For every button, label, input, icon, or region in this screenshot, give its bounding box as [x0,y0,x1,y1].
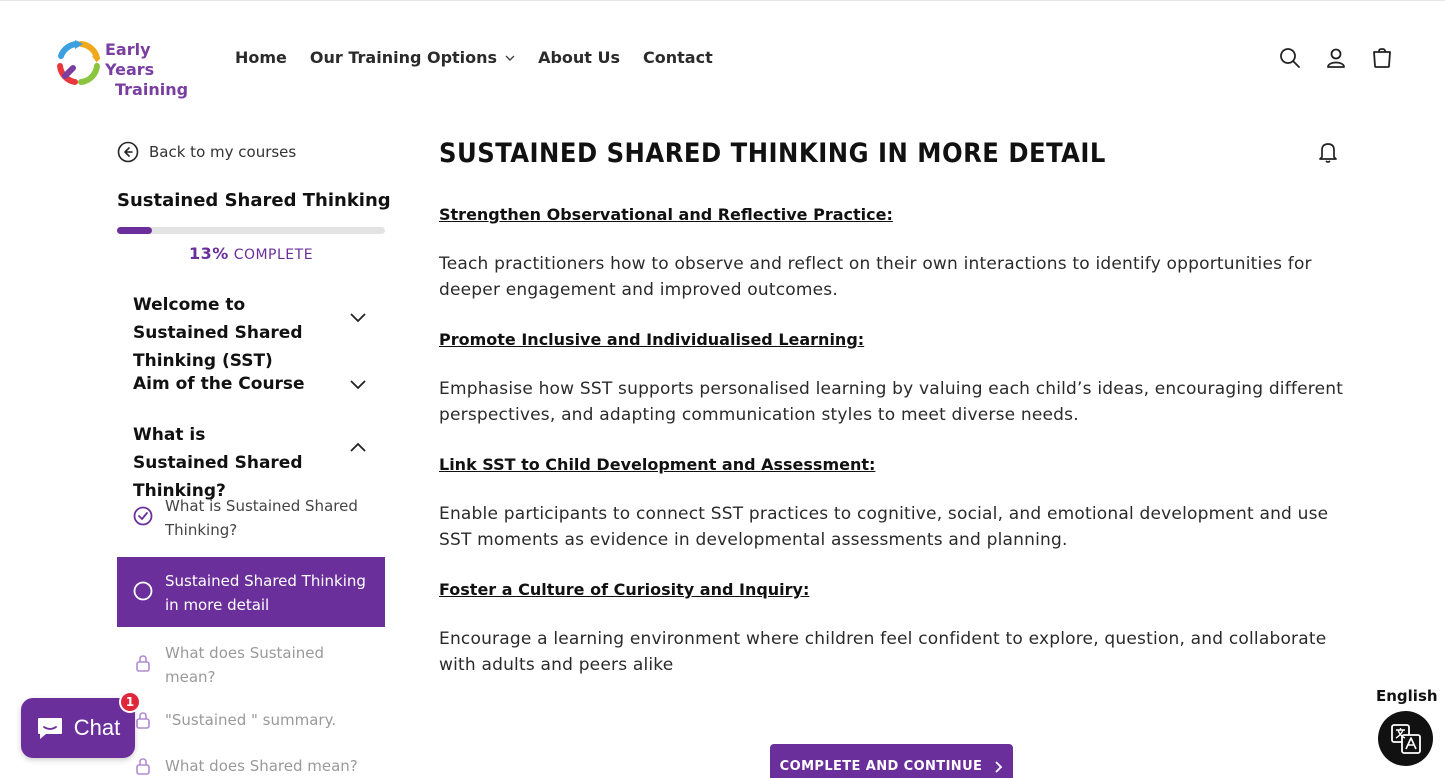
section-welcome[interactable] [117,291,385,371]
content-paragraph: Emphasise how SST supports personalised learning by valuing each child’s ideas, encouraging different perspectives, and adapting communication styles to meet diverse needs. [439,379,1344,425]
lesson-body [439,202,1349,678]
nav-training-options[interactable] [310,48,515,67]
content-heading: Link SST to Child Development and Assessment: [439,455,876,474]
lock-icon [133,756,153,776]
logo-mark-icon [55,38,103,88]
section-welcome-title: Welcome to Sustained Shared Thinking (SST) [133,295,303,371]
chevron-down-icon [349,311,367,323]
translate-icon [1389,722,1423,756]
lesson-shared-meaning-title: What does Shared mean? [165,757,358,775]
main-nav [235,48,713,67]
check-circle-icon [133,506,153,526]
chevron-right-icon [994,761,1003,773]
complete-and-continue-button[interactable] [770,744,1013,778]
nav-about-us[interactable] [538,48,620,67]
section-aim-title: Aim of the Course [133,374,305,394]
search-icon[interactable] [1278,46,1302,70]
complete-and-continue-label: COMPLETE AND CONTINUE [779,759,983,774]
chat-unread-badge: 1 [119,691,141,713]
section-what-is-sst[interactable] [117,421,385,501]
course-progress-text [117,244,385,263]
nav-contact-label: Contact [643,48,713,67]
cart-icon[interactable] [1370,46,1394,70]
nav-home[interactable] [235,48,287,67]
chevron-down-icon [349,378,367,390]
course-sidebar [117,138,391,778]
lesson-sustained-summary[interactable] [117,697,385,743]
chevron-down-icon [505,53,515,63]
nav-home-label: Home [235,48,287,67]
nav-contact[interactable] [643,48,713,67]
lesson-shared-meaning[interactable] [117,743,385,778]
lesson-sustained-summary-title: "Sustained " summary. [165,711,337,729]
course-title: Sustained Shared Thinking [117,190,391,211]
logo-text-line1: Early Years [105,40,155,79]
site-logo[interactable] [55,38,200,99]
content-paragraph: Enable participants to connect SST practices to cognitive, social, and emotional development and use SST moments as evidence in developmental assessments and planning. [439,504,1329,550]
course-progress-fill [117,227,152,234]
lesson-what-is-sst[interactable] [117,486,385,550]
back-to-courses-label: Back to my courses [149,143,297,161]
content-paragraph: Teach practitioners how to observe and reflect on their own interactions to identify opportunities for deeper engagement and improved outcomes. [439,254,1312,300]
bell-icon[interactable] [1317,140,1339,164]
chat-widget-button[interactable] [21,698,135,758]
content-heading: Strengthen Observational and Reflective Practice: [439,205,893,224]
lock-icon [133,710,153,730]
lock-icon [133,653,153,673]
content-paragraph: Encourage a learning environment where children feel confident to explore, question, and collaborate with adults and peers alike [439,629,1327,675]
chat-label: Chat [73,715,121,740]
lesson-sst-in-more-detail[interactable] [117,557,385,627]
account-icon[interactable] [1324,46,1348,70]
progress-percent: 13% [188,244,229,263]
language-label: English [1376,687,1438,705]
chat-bubble-icon [36,715,64,741]
nav-training-options-label: Our Training Options [309,48,498,67]
content-heading: Foster a Culture of Curiosity and Inquiry: [439,580,810,599]
lesson-what-is-sst-title: What is Sustained Shared Thinking? [165,497,358,539]
site-header [0,0,1445,110]
language-selector-button[interactable] [1378,711,1433,766]
chevron-up-icon [349,441,367,453]
lesson-sustained-meaning[interactable] [117,633,385,697]
header-actions [1278,46,1394,70]
course-progress-bar [117,227,385,234]
section-what-is-sst-title: What is Sustained Shared Thinking? [133,425,303,501]
circle-icon [133,581,153,601]
section-aim[interactable] [117,370,385,398]
lesson-content [439,136,1349,702]
lesson-sustained-meaning-title: What does Sustained mean? [165,644,325,686]
content-heading: Promote Inclusive and Individualised Learning: [439,330,865,349]
lesson-title: SUSTAINED SHARED THINKING IN MORE DETAIL [439,138,1106,169]
arrow-left-circle-icon [117,141,139,163]
logo-text-line2: Training [115,80,189,99]
lesson-sst-in-more-detail-title: Sustained Shared Thinking in more detail [165,572,366,614]
nav-about-us-label: About Us [538,48,621,67]
back-to-courses-link[interactable] [117,138,385,166]
progress-label: COMPLETE [233,247,314,263]
